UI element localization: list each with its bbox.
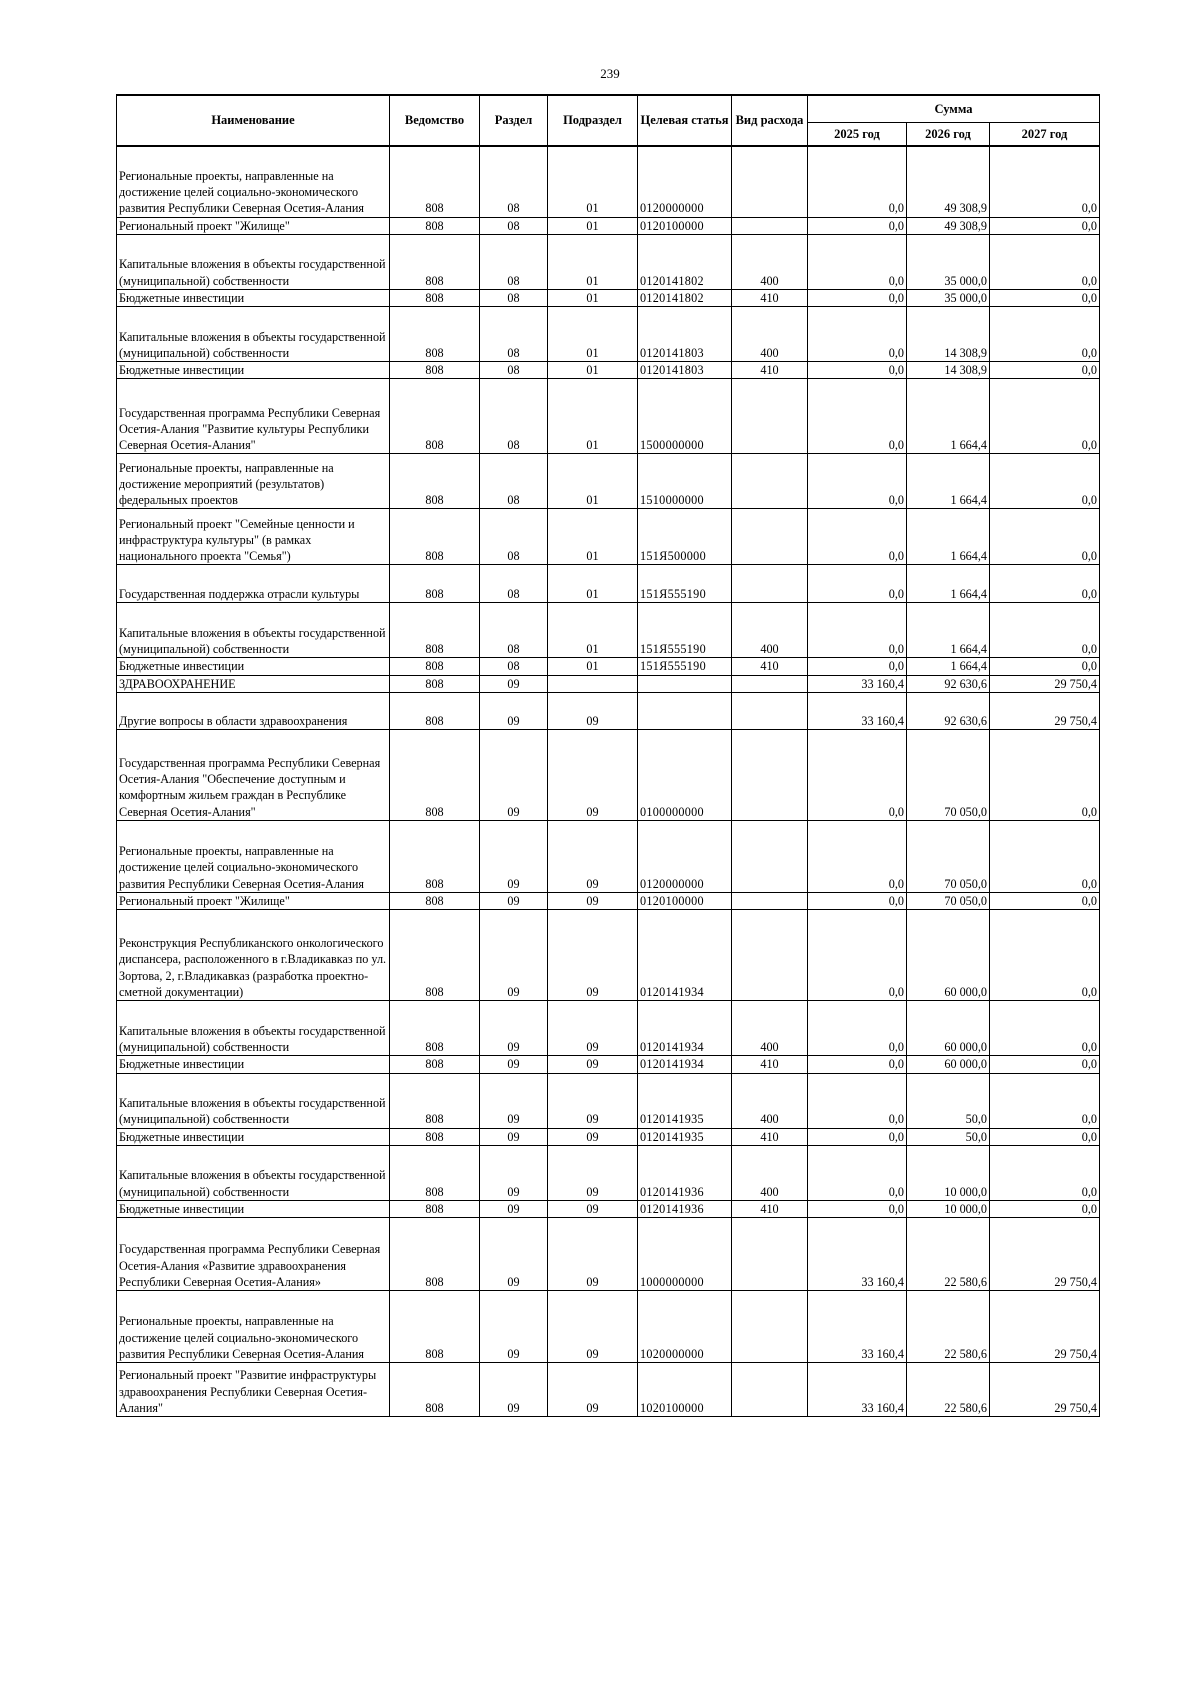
- cell-department: 808: [390, 454, 480, 509]
- cell-target-item: 0120000000: [638, 820, 732, 892]
- cell-expense-type: [732, 892, 808, 909]
- cell-name: Реконструкция Республиканского онкологического диспансера, расположенного в г.Владикавказ по ул. Зортова, 2, г.Владикавказ (разработка проектно-сметной документации): [117, 910, 390, 1001]
- cell-2025: 0,0: [808, 307, 907, 362]
- cell-section: 09: [480, 1073, 548, 1128]
- cell-expense-type: [732, 1363, 808, 1417]
- table-row: [117, 675, 1100, 692]
- cell-target-item: 0120100000: [638, 892, 732, 909]
- cell-2025: 0,0: [808, 892, 907, 909]
- cell-department: 808: [390, 234, 480, 289]
- cell-target-item: 0120141803: [638, 307, 732, 362]
- cell-2026: 1 664,4: [907, 509, 990, 565]
- table-row: [117, 217, 1100, 234]
- cell-2025: 0,0: [808, 379, 907, 454]
- cell-section: 08: [480, 362, 548, 379]
- cell-expense-type: 400: [732, 307, 808, 362]
- cell-2027: 0,0: [990, 729, 1100, 820]
- cell-2026: 50,0: [907, 1073, 990, 1128]
- cell-name: Региональные проекты, направленные на достижение целей социально-экономического развития Республики Северная Осетия-Алания: [117, 820, 390, 892]
- cell-2025: 0,0: [808, 658, 907, 675]
- cell-subsection: 09: [548, 892, 638, 909]
- header-name: Наименование: [117, 95, 390, 146]
- cell-expense-type: 410: [732, 1200, 808, 1217]
- table-row: [117, 820, 1100, 892]
- cell-expense-type: [732, 509, 808, 565]
- cell-subsection: 09: [548, 692, 638, 729]
- cell-section: 09: [480, 910, 548, 1001]
- table-body: [117, 146, 1100, 1417]
- cell-target-item: 1020000000: [638, 1291, 732, 1363]
- cell-expense-type: [732, 1291, 808, 1363]
- cell-name: Бюджетные инвестиции: [117, 289, 390, 306]
- cell-target-item: 0120100000: [638, 217, 732, 234]
- cell-2026: 49 308,9: [907, 146, 990, 217]
- cell-2027: 0,0: [990, 509, 1100, 565]
- cell-2026: 22 580,6: [907, 1363, 990, 1417]
- cell-subsection: 01: [548, 307, 638, 362]
- cell-department: 808: [390, 307, 480, 362]
- cell-target-item: [638, 675, 732, 692]
- cell-2027: 29 750,4: [990, 1218, 1100, 1291]
- cell-section: 09: [480, 1145, 548, 1200]
- cell-name: Региональный проект "Семейные ценности и инфраструктура культуры" (в рамках национального проекта "Семья"): [117, 509, 390, 565]
- cell-expense-type: 400: [732, 1001, 808, 1056]
- cell-section: 08: [480, 603, 548, 658]
- cell-2027: 0,0: [990, 1145, 1100, 1200]
- cell-2027: 0,0: [990, 1128, 1100, 1145]
- cell-2026: 49 308,9: [907, 217, 990, 234]
- table-row: [117, 1073, 1100, 1128]
- cell-name: Региональный проект "Развитие инфраструктуры здравоохранения Республики Северная Осетия-Алания": [117, 1363, 390, 1417]
- cell-expense-type: 400: [732, 234, 808, 289]
- table-row: [117, 454, 1100, 509]
- cell-2026: 1 664,4: [907, 658, 990, 675]
- table-row: [117, 1145, 1100, 1200]
- table-row: [117, 565, 1100, 603]
- cell-target-item: 0120000000: [638, 146, 732, 217]
- cell-department: 808: [390, 146, 480, 217]
- cell-subsection: 09: [548, 1145, 638, 1200]
- cell-expense-type: 400: [732, 1073, 808, 1128]
- cell-department: 808: [390, 1363, 480, 1417]
- cell-2025: 0,0: [808, 1145, 907, 1200]
- cell-2025: 0,0: [808, 217, 907, 234]
- cell-2027: 0,0: [990, 820, 1100, 892]
- cell-expense-type: [732, 692, 808, 729]
- table-row: [117, 1200, 1100, 1217]
- cell-name: Региональный проект "Жилище": [117, 892, 390, 909]
- cell-2027: 29 750,4: [990, 1363, 1100, 1417]
- cell-section: 08: [480, 146, 548, 217]
- cell-2026: 10 000,0: [907, 1200, 990, 1217]
- cell-2025: 0,0: [808, 362, 907, 379]
- cell-subsection: 09: [548, 820, 638, 892]
- budget-table: [116, 94, 1100, 1417]
- cell-department: 808: [390, 217, 480, 234]
- cell-expense-type: 400: [732, 1145, 808, 1200]
- cell-2027: 0,0: [990, 379, 1100, 454]
- table-row: [117, 234, 1100, 289]
- cell-department: 808: [390, 379, 480, 454]
- cell-2025: 33 160,4: [808, 1218, 907, 1291]
- cell-2027: 0,0: [990, 307, 1100, 362]
- cell-name: Государственная программа Республики Северная Осетия-Алания "Развитие культуры Республики Северная Осетия-Алания": [117, 379, 390, 454]
- header-subsection: Подраздел: [548, 95, 638, 146]
- cell-2026: 1 664,4: [907, 454, 990, 509]
- cell-name: Бюджетные инвестиции: [117, 362, 390, 379]
- cell-section: 08: [480, 658, 548, 675]
- cell-2026: 1 664,4: [907, 603, 990, 658]
- cell-section: 09: [480, 1200, 548, 1217]
- cell-target-item: 0120141934: [638, 1056, 732, 1073]
- cell-target-item: 0120141802: [638, 289, 732, 306]
- cell-2025: 0,0: [808, 603, 907, 658]
- cell-2027: 0,0: [990, 234, 1100, 289]
- cell-target-item: 1500000000: [638, 379, 732, 454]
- cell-expense-type: [732, 217, 808, 234]
- cell-2026: 22 580,6: [907, 1291, 990, 1363]
- cell-section: 09: [480, 1001, 548, 1056]
- cell-subsection: 09: [548, 1001, 638, 1056]
- cell-target-item: 0120141935: [638, 1073, 732, 1128]
- cell-2027: 0,0: [990, 146, 1100, 217]
- cell-2026: 14 308,9: [907, 307, 990, 362]
- cell-subsection: 01: [548, 658, 638, 675]
- cell-2025: 0,0: [808, 1128, 907, 1145]
- cell-2026: 35 000,0: [907, 234, 990, 289]
- cell-2027: 0,0: [990, 603, 1100, 658]
- cell-subsection: 09: [548, 910, 638, 1001]
- cell-subsection: 01: [548, 603, 638, 658]
- cell-2026: 1 664,4: [907, 565, 990, 603]
- cell-2025: 33 160,4: [808, 675, 907, 692]
- cell-department: 808: [390, 1128, 480, 1145]
- cell-2026: 1 664,4: [907, 379, 990, 454]
- cell-2026: 60 000,0: [907, 910, 990, 1001]
- cell-2027: 0,0: [990, 1200, 1100, 1217]
- table-row: [117, 1363, 1100, 1417]
- table-row: [117, 1056, 1100, 1073]
- cell-2025: 0,0: [808, 1001, 907, 1056]
- cell-2025: 0,0: [808, 820, 907, 892]
- table-row: [117, 307, 1100, 362]
- table-row: [117, 910, 1100, 1001]
- cell-subsection: 09: [548, 729, 638, 820]
- cell-target-item: 151Я555190: [638, 603, 732, 658]
- cell-2025: 33 160,4: [808, 692, 907, 729]
- cell-department: 808: [390, 1056, 480, 1073]
- cell-2026: 70 050,0: [907, 892, 990, 909]
- cell-section: 09: [480, 675, 548, 692]
- cell-2025: 0,0: [808, 509, 907, 565]
- table-row: [117, 146, 1100, 217]
- cell-department: 808: [390, 729, 480, 820]
- table-row: [117, 509, 1100, 565]
- cell-subsection: 09: [548, 1056, 638, 1073]
- cell-subsection: 01: [548, 217, 638, 234]
- cell-2027: 0,0: [990, 910, 1100, 1001]
- cell-name: Капитальные вложения в объекты государственной (муниципальной) собственности: [117, 307, 390, 362]
- cell-target-item: 0120141936: [638, 1200, 732, 1217]
- header-sum: Сумма: [808, 95, 1100, 123]
- header-department: Ведомство: [390, 95, 480, 146]
- cell-section: 09: [480, 1128, 548, 1145]
- cell-name: Бюджетные инвестиции: [117, 1200, 390, 1217]
- cell-section: 09: [480, 1218, 548, 1291]
- cell-subsection: 01: [548, 289, 638, 306]
- cell-target-item: 0100000000: [638, 729, 732, 820]
- page-number: 239: [600, 66, 620, 81]
- cell-subsection: 01: [548, 146, 638, 217]
- cell-subsection: 09: [548, 1218, 638, 1291]
- cell-2025: 0,0: [808, 729, 907, 820]
- cell-2025: 0,0: [808, 1200, 907, 1217]
- cell-expense-type: [732, 1218, 808, 1291]
- cell-subsection: 09: [548, 1291, 638, 1363]
- cell-department: 808: [390, 603, 480, 658]
- cell-expense-type: [732, 675, 808, 692]
- cell-department: 808: [390, 1218, 480, 1291]
- table-row: [117, 729, 1100, 820]
- cell-department: 808: [390, 1291, 480, 1363]
- cell-2026: 22 580,6: [907, 1218, 990, 1291]
- cell-2026: 60 000,0: [907, 1056, 990, 1073]
- cell-2026: 10 000,0: [907, 1145, 990, 1200]
- cell-department: 808: [390, 1200, 480, 1217]
- cell-target-item: 0120141935: [638, 1128, 732, 1145]
- cell-2027: 0,0: [990, 217, 1100, 234]
- cell-name: Государственная программа Республики Северная Осетия-Алания "Обеспечение доступным и комфортным жильем граждан в Республике Северная Осетия-Алания": [117, 729, 390, 820]
- cell-target-item: 1510000000: [638, 454, 732, 509]
- header-year-2027: 2027 год: [990, 123, 1100, 147]
- cell-subsection: 09: [548, 1073, 638, 1128]
- cell-target-item: 1020100000: [638, 1363, 732, 1417]
- cell-section: 08: [480, 234, 548, 289]
- cell-department: 808: [390, 565, 480, 603]
- cell-department: 808: [390, 289, 480, 306]
- cell-name: Капитальные вложения в объекты государственной (муниципальной) собственности: [117, 603, 390, 658]
- table-row: [117, 892, 1100, 909]
- cell-section: 09: [480, 892, 548, 909]
- cell-name: Региональные проекты, направленные на достижение целей социально-экономического развития Республики Северная Осетия-Алания: [117, 1291, 390, 1363]
- cell-name: Капитальные вложения в объекты государственной (муниципальной) собственности: [117, 1001, 390, 1056]
- table-row: [117, 658, 1100, 675]
- cell-2027: 0,0: [990, 658, 1100, 675]
- cell-name: Государственная программа Республики Северная Осетия-Алания «Развитие здравоохранения Республики Северная Осетия-Алания»: [117, 1218, 390, 1291]
- cell-expense-type: [732, 820, 808, 892]
- cell-2025: 0,0: [808, 910, 907, 1001]
- cell-name: Региональные проекты, направленные на достижение целей социально-экономического развития Республики Северная Осетия-Алания: [117, 146, 390, 217]
- table-row: [117, 379, 1100, 454]
- cell-2026: 70 050,0: [907, 820, 990, 892]
- cell-department: 808: [390, 1073, 480, 1128]
- cell-2027: 0,0: [990, 454, 1100, 509]
- cell-target-item: 0120141936: [638, 1145, 732, 1200]
- header-target-item: Целевая статья: [638, 95, 732, 146]
- cell-name: Капитальные вложения в объекты государственной (муниципальной) собственности: [117, 1145, 390, 1200]
- cell-target-item: 0120141934: [638, 910, 732, 1001]
- cell-department: 808: [390, 692, 480, 729]
- cell-name: Региональный проект "Жилище": [117, 217, 390, 234]
- cell-expense-type: [732, 565, 808, 603]
- table-row: [117, 1291, 1100, 1363]
- table-row: [117, 1001, 1100, 1056]
- cell-subsection: 01: [548, 454, 638, 509]
- cell-2027: 0,0: [990, 289, 1100, 306]
- cell-department: 808: [390, 362, 480, 379]
- cell-2025: 33 160,4: [808, 1363, 907, 1417]
- cell-name: Другие вопросы в области здравоохранения: [117, 692, 390, 729]
- cell-subsection: 09: [548, 1363, 638, 1417]
- cell-2027: 0,0: [990, 1001, 1100, 1056]
- cell-2027: 29 750,4: [990, 692, 1100, 729]
- cell-section: 09: [480, 820, 548, 892]
- cell-subsection: 01: [548, 379, 638, 454]
- table-header: [117, 95, 1100, 146]
- header-expense-type: Вид расхода: [732, 95, 808, 146]
- cell-department: 808: [390, 1145, 480, 1200]
- cell-2027: 29 750,4: [990, 1291, 1100, 1363]
- cell-department: 808: [390, 509, 480, 565]
- cell-name: Капитальные вложения в объекты государственной (муниципальной) собственности: [117, 1073, 390, 1128]
- cell-2025: 0,0: [808, 565, 907, 603]
- cell-2025: 0,0: [808, 1056, 907, 1073]
- cell-expense-type: 410: [732, 1128, 808, 1145]
- table-row: [117, 1128, 1100, 1145]
- table-row: [117, 289, 1100, 306]
- cell-target-item: 0120141803: [638, 362, 732, 379]
- cell-expense-type: 400: [732, 603, 808, 658]
- cell-2026: 35 000,0: [907, 289, 990, 306]
- cell-target-item: 151Я555190: [638, 565, 732, 603]
- table-row: [117, 362, 1100, 379]
- cell-subsection: 09: [548, 1128, 638, 1145]
- cell-expense-type: 410: [732, 1056, 808, 1073]
- cell-expense-type: 410: [732, 289, 808, 306]
- cell-name: Региональные проекты, направленные на достижение мероприятий (результатов) федеральных проектов: [117, 454, 390, 509]
- cell-target-item: 0120141802: [638, 234, 732, 289]
- cell-expense-type: [732, 729, 808, 820]
- cell-subsection: 01: [548, 234, 638, 289]
- cell-target-item: 151Я555190: [638, 658, 732, 675]
- cell-section: 09: [480, 1363, 548, 1417]
- cell-section: 08: [480, 379, 548, 454]
- header-section: Раздел: [480, 95, 548, 146]
- cell-department: 808: [390, 1001, 480, 1056]
- cell-department: 808: [390, 892, 480, 909]
- cell-2027: 29 750,4: [990, 675, 1100, 692]
- cell-section: 08: [480, 565, 548, 603]
- cell-2026: 92 630,6: [907, 675, 990, 692]
- cell-department: 808: [390, 910, 480, 1001]
- cell-2026: 14 308,9: [907, 362, 990, 379]
- cell-section: 08: [480, 454, 548, 509]
- cell-name: Государственная поддержка отрасли культуры: [117, 565, 390, 603]
- cell-2027: 0,0: [990, 1073, 1100, 1128]
- cell-section: 09: [480, 729, 548, 820]
- cell-2026: 60 000,0: [907, 1001, 990, 1056]
- table-row: [117, 692, 1100, 729]
- cell-section: 08: [480, 289, 548, 306]
- cell-2025: 0,0: [808, 234, 907, 289]
- cell-name: Бюджетные инвестиции: [117, 1056, 390, 1073]
- cell-expense-type: [732, 146, 808, 217]
- cell-target-item: [638, 692, 732, 729]
- cell-2025: 0,0: [808, 289, 907, 306]
- cell-2025: 0,0: [808, 146, 907, 217]
- cell-department: 808: [390, 675, 480, 692]
- cell-subsection: 01: [548, 565, 638, 603]
- cell-subsection: 01: [548, 362, 638, 379]
- cell-2026: 70 050,0: [907, 729, 990, 820]
- cell-section: 09: [480, 1291, 548, 1363]
- cell-subsection: 01: [548, 509, 638, 565]
- cell-subsection: 09: [548, 1200, 638, 1217]
- cell-target-item: 151Я500000: [638, 509, 732, 565]
- header-year-2026: 2026 год: [907, 123, 990, 147]
- cell-name: Бюджетные инвестиции: [117, 1128, 390, 1145]
- cell-target-item: 0120141934: [638, 1001, 732, 1056]
- cell-department: 808: [390, 658, 480, 675]
- table-row: [117, 603, 1100, 658]
- cell-2025: 0,0: [808, 454, 907, 509]
- cell-expense-type: [732, 379, 808, 454]
- cell-2026: 50,0: [907, 1128, 990, 1145]
- cell-2027: 0,0: [990, 1056, 1100, 1073]
- cell-2027: 0,0: [990, 565, 1100, 603]
- cell-2025: 33 160,4: [808, 1291, 907, 1363]
- cell-2027: 0,0: [990, 362, 1100, 379]
- cell-expense-type: [732, 454, 808, 509]
- cell-subsection: [548, 675, 638, 692]
- cell-section: 09: [480, 1056, 548, 1073]
- cell-name: ЗДРАВООХРАНЕНИЕ: [117, 675, 390, 692]
- cell-department: 808: [390, 820, 480, 892]
- cell-expense-type: [732, 910, 808, 1001]
- table-row: [117, 1218, 1100, 1291]
- cell-section: 08: [480, 509, 548, 565]
- cell-2027: 0,0: [990, 892, 1100, 909]
- cell-expense-type: 410: [732, 362, 808, 379]
- cell-section: 08: [480, 307, 548, 362]
- cell-name: Капитальные вложения в объекты государственной (муниципальной) собственности: [117, 234, 390, 289]
- cell-2025: 0,0: [808, 1073, 907, 1128]
- cell-2026: 92 630,6: [907, 692, 990, 729]
- cell-name: Бюджетные инвестиции: [117, 658, 390, 675]
- cell-expense-type: 410: [732, 658, 808, 675]
- cell-section: 08: [480, 217, 548, 234]
- cell-section: 09: [480, 692, 548, 729]
- header-year-2025: 2025 год: [808, 123, 907, 147]
- cell-target-item: 1000000000: [638, 1218, 732, 1291]
